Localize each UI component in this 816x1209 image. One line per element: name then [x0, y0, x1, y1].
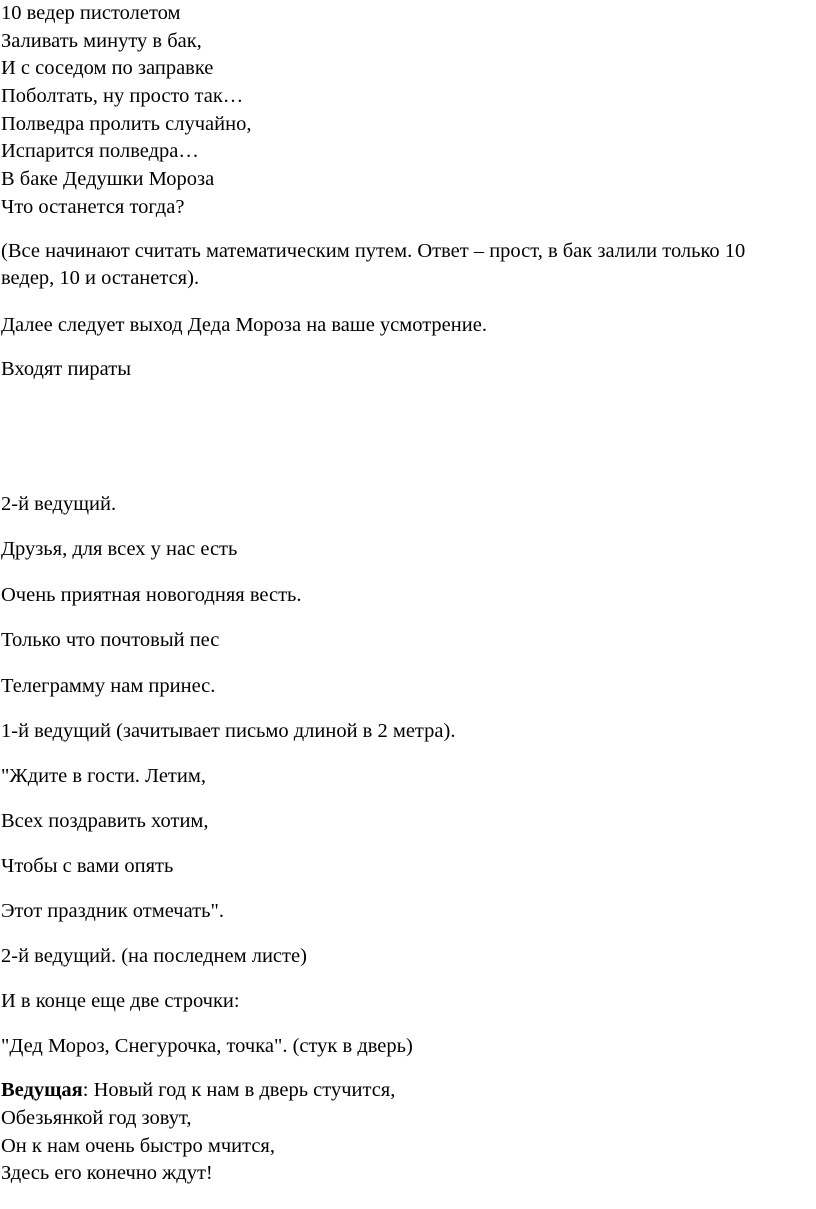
verse-line: В баке Дедушки Мороза	[1, 168, 215, 190]
verse-line: Заливать минуту в бак,	[1, 30, 202, 52]
dialogue-line: 2-й ведущий. (на последнем листе)	[1, 945, 307, 967]
dialogue-line: Очень приятная новогодняя весть.	[1, 584, 302, 606]
verse-line: Что останется тогда?	[1, 196, 185, 218]
dialogue-line: И в конце еще две строчки:	[1, 990, 240, 1012]
verse-line: Полведра пролить случайно,	[1, 113, 252, 135]
final-verse-first-line	[1, 1077, 395, 1104]
answer-note-line: ведер, 10 и останется).	[1, 267, 200, 289]
final-verse-text: : Новый год к нам в дверь стучится,	[82, 1079, 396, 1101]
final-verse-line: Обезьянкой год зовут,	[1, 1107, 192, 1129]
stage-direction-pirates: Входят пираты	[1, 358, 131, 380]
answer-note-line: (Все начинают считать математическим путем. Ответ – прост, в бак залили только 10	[1, 240, 746, 262]
speaker-name: Ведущая	[1, 1079, 83, 1101]
stage-direction-santa: Далее следует выход Деда Мороза на ваше усмотрение.	[1, 314, 487, 336]
dialogue-line: "Дед Мороз, Снегурочка, точка". (стук в дверь)	[1, 1035, 413, 1057]
verse-line: И с соседом по заправке	[1, 57, 214, 79]
verse-line: Поболтать, ну просто так…	[1, 85, 244, 107]
dialogue-line: Друзья, для всех у нас есть	[1, 538, 238, 560]
dialogue-line: 1-й ведущий (зачитывает письмо длиной в 2 метра).	[1, 720, 456, 742]
dialogue-line: Только что почтовый пес	[1, 629, 220, 651]
final-verse-line: Он к нам очень быстро мчится,	[1, 1135, 275, 1157]
verse-line: Испарится полведра…	[1, 140, 199, 162]
dialogue-line: "Ждите в гости. Летим,	[1, 765, 206, 787]
verse-line: 10 ведер пистолетом	[1, 2, 181, 24]
dialogue-line: Этот праздник отмечать".	[1, 900, 224, 922]
dialogue-line: Чтобы с вами опять	[1, 855, 174, 877]
dialogue-line: 2-й ведущий.	[1, 493, 117, 515]
final-verse-line: Здесь его конечно ждут!	[1, 1162, 213, 1184]
dialogue-line: Всех поздравить хотим,	[1, 810, 209, 832]
dialogue-line: Телеграмму нам принес.	[1, 675, 216, 697]
